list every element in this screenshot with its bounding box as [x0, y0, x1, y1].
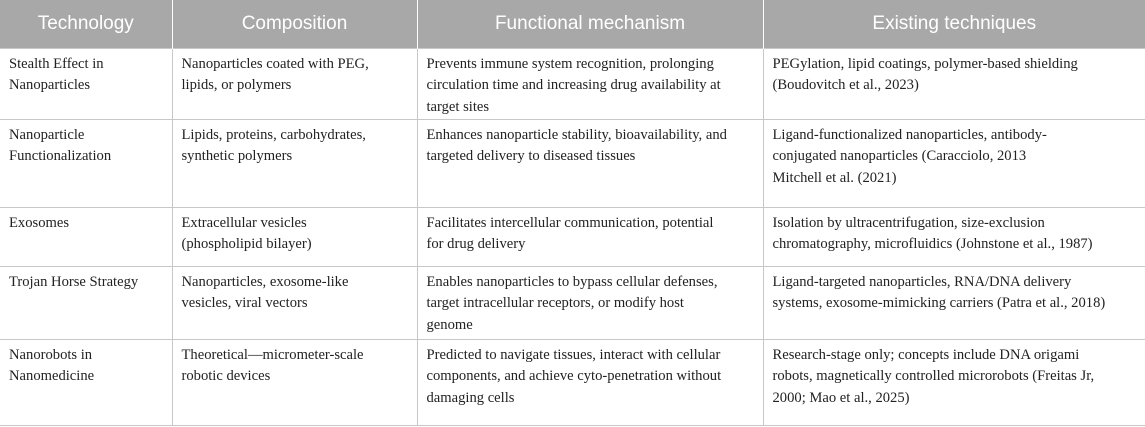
cell-line: genome: [426, 316, 473, 333]
cell-technology: [0, 266, 172, 339]
cell-line: Enables nanoparticles to bypass cellular defenses,: [426, 273, 718, 290]
cell-mechanism: [417, 207, 763, 266]
cell-line: robotic devices: [181, 368, 271, 384]
cell-line: Extracellular vesicles: [181, 214, 307, 231]
cell-line: systems, exosome-mimicking carriers (Patra et al., 2018): [772, 295, 1106, 311]
cell-line: target sites: [426, 98, 490, 115]
cell-line: Lipids, proteins, carbohydrates,: [181, 126, 366, 143]
table-row: [0, 339, 1145, 425]
cell-line: targeted delivery to diseased tissues: [426, 148, 636, 164]
cell-line: PEGylation, lipid coatings, polymer-based shielding: [772, 55, 1078, 72]
cell-line: (phospholipid bilayer): [181, 236, 312, 252]
cell-line: Nanoparticles, exosome-like: [181, 273, 349, 290]
cell-line: lipids, or polymers: [181, 77, 292, 93]
header-composition: Composition: [172, 0, 417, 48]
header-existing-techniques: Existing techniques: [763, 0, 1145, 48]
cell-line: synthetic polymers: [181, 148, 293, 164]
header-technology: Technology: [37, 12, 134, 34]
cell-mechanism: [417, 266, 763, 339]
cell-line: Mitchell et al. (2021): [772, 169, 897, 186]
cell-line: (Boudovitch et al., 2023): [772, 77, 919, 93]
table-row: [0, 48, 1145, 119]
table-row: [0, 266, 1145, 339]
cell-technology: [0, 207, 172, 266]
cell-composition: [172, 339, 417, 425]
cell-line: Functionalization: [9, 148, 112, 164]
cell-line: for drug delivery: [426, 236, 526, 252]
cell-techniques: [763, 207, 1145, 266]
cell-composition: [172, 119, 417, 207]
cell-line: Ligand-targeted nanoparticles, RNA/DNA delivery: [772, 273, 1072, 290]
cell-line: target intracellular receptors, or modify host: [426, 295, 684, 311]
cell-techniques: [763, 119, 1145, 207]
table-row: [0, 119, 1145, 207]
cell-line: Nanoparticles coated with PEG,: [181, 55, 369, 72]
cell-line: components, and achieve cyto-penetration without: [426, 368, 722, 384]
cell-line: Nanomedicine: [9, 368, 95, 384]
cell-line: Nanoparticles: [9, 77, 91, 93]
cell-line: Research-stage only; concepts include DNA origami: [772, 346, 1080, 363]
cell-line: Nanoparticle: [9, 126, 85, 143]
cell-line: chromatography, microfluidics (Johnstone et al., 1987): [772, 236, 1093, 252]
cell-composition: [172, 207, 417, 266]
table-header-row: [0, 0, 1145, 48]
cell-line: circulation time and increasing drug availability at: [426, 77, 721, 93]
cell-line: robots, magnetically controlled microrobots (Freitas Jr,: [772, 368, 1095, 384]
cell-line: conjugated nanoparticles (Caracciolo, 2013: [772, 148, 1027, 164]
cell-mechanism: [417, 339, 763, 425]
cell-line: Isolation by ultracentrifugation, size-exclusion: [772, 214, 1045, 231]
cell-technology: [0, 48, 172, 119]
cell-techniques: [763, 339, 1145, 425]
cell-line: Facilitates intercellular communication, potential: [426, 214, 714, 231]
cell-line: Trojan Horse Strategy: [9, 273, 139, 290]
cell-line: Theoretical—micrometer-scale: [181, 346, 364, 363]
cell-composition: [172, 48, 417, 119]
cell-techniques: [763, 266, 1145, 339]
cell-mechanism: [417, 48, 763, 119]
cell-technology: [0, 339, 172, 425]
cell-line: damaging cells: [426, 389, 515, 406]
cell-techniques: [763, 48, 1145, 119]
cell-mechanism: [417, 119, 763, 207]
cell-line: Enhances nanoparticle stability, bioavailability, and: [426, 126, 727, 143]
cell-line: Prevents immune system recognition, prolonging: [426, 55, 714, 72]
cell-line: Ligand-functionalized nanoparticles, antibody-: [772, 126, 1047, 143]
cell-technology: [0, 119, 172, 207]
cell-line: 2000; Mao et al., 2025): [772, 389, 910, 406]
table-row: [0, 207, 1145, 266]
cell-line: Nanorobots in: [9, 346, 93, 363]
cell-line: vesicles, viral vectors: [181, 295, 308, 311]
header-functional-mechanism: Functional mechanism: [417, 0, 763, 48]
cell-line: Stealth Effect in: [9, 55, 104, 72]
cell-composition: [172, 266, 417, 339]
cell-line: Exosomes: [9, 214, 69, 231]
cell-line: Predicted to navigate tissues, interact with cellular: [426, 346, 721, 363]
